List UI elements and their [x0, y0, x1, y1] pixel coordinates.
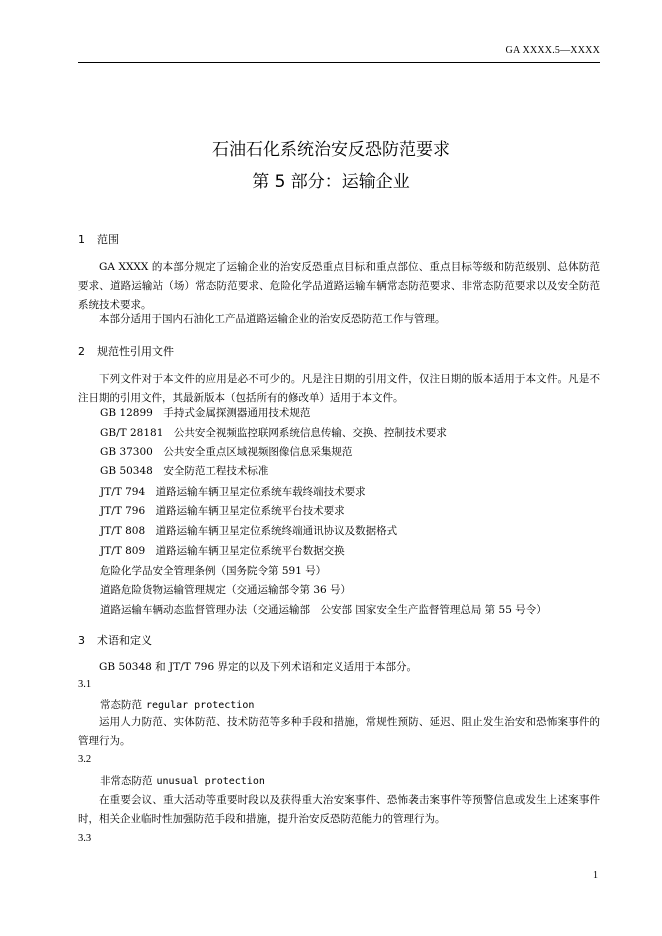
- document-subtitle: 第 5 部分：运输企业: [252, 172, 410, 192]
- reference-item: 危险化学品安全管理条例（国务院令第 591 号）: [100, 565, 327, 577]
- section-title: 术语和定义: [97, 634, 152, 647]
- term-number: 3.3: [78, 833, 92, 844]
- term-definition: 在重要会议、重大活动等重要时段以及获得重大治安案事件、恐怖袭击案事件等预警信息或发生上述案事件时，相关企业临时性加强防范手段和措施，提升治安反恐防范能力的管理行为。: [78, 794, 600, 825]
- section-heading-scope: [78, 231, 119, 247]
- page-number: 1: [593, 870, 598, 881]
- reference-item: GB 12899 手持式金属探测器通用技术规范: [100, 407, 311, 419]
- reference-item: GB/T 28181 公共安全视频监控联网系统信息传输、交换、控制技术要求: [100, 427, 447, 439]
- reference-item: GB 50348 安全防范工程技术标准: [100, 465, 269, 477]
- section-number: 1: [78, 233, 85, 246]
- term-number: 3.1: [78, 679, 92, 690]
- section-title: 规范性引用文件: [97, 345, 174, 358]
- term-number: 3.2: [78, 754, 92, 765]
- section-number: 3: [78, 634, 85, 647]
- section-number: 2: [78, 345, 85, 358]
- terms-intro: GB 50348 和 JT/T 796 界定的以及下列术语和定义适用于本部分。: [99, 661, 417, 673]
- scope-paragraph: GA XXXX 的本部分规定了运输企业的治安反恐重点目标和重点部位、重点目标等级和防范级别、总体防范要求、道路运输站（场）常态防范要求、危险化学品道路运输车辆常态防范要求、非常态防范要求以及安全防范系统技术要求。: [78, 261, 600, 311]
- reference-item: JT/T 809 道路运输车辆卫星定位系统平台数据交换: [100, 545, 345, 557]
- reference-item: 道路运输车辆动态监督管理办法（交通运输部 公安部 国家安全生产监督管理总局 第 55 号令）: [100, 604, 547, 616]
- reference-item: JT/T 796 道路运输车辆卫星定位系统平台技术要求: [100, 505, 345, 517]
- section-title: 范围: [97, 233, 119, 246]
- reference-item: JT/T 808 道路运输车辆卫星定位系统终端通讯协议及数据格式: [100, 525, 398, 537]
- reference-item: GB 37300 公共安全重点区域视频图像信息采集规范: [100, 446, 353, 458]
- document-code: GA XXXX.5—XXXX: [505, 45, 600, 56]
- term-name-zh: 非常态防范: [100, 775, 153, 787]
- reference-item: JT/T 794 道路运输车辆卫星定位系统车载终端技术要求: [100, 486, 366, 498]
- term-name-en: unusual protection: [156, 776, 265, 787]
- term-definition: 运用人力防范、实体防范、技术防范等多种手段和措施，常规性预防、延迟、阻止发生治安和恐怖案事件的管理行为。: [78, 716, 600, 747]
- term-name-en: regular protection: [146, 700, 255, 711]
- reference-item: 道路危险货物运输管理规定（交通运输部令第 36 号）: [100, 584, 352, 596]
- header-rule: [78, 62, 600, 63]
- references-intro: 下列文件对于本文件的应用是必不可少的。凡是注日期的引用文件，仅注日期的版本适用于本文件。凡是不注日期的引用文件，其最新版本（包括所有的修改单）适用于本文件。: [78, 373, 600, 404]
- section-heading-normative-references: [78, 343, 174, 359]
- document-title: 石油石化系统治安反恐防范要求: [212, 140, 450, 160]
- term-name-zh: 常态防范: [100, 699, 142, 711]
- term-name: [100, 697, 254, 712]
- section-heading-terms-definitions: [78, 632, 152, 648]
- term-name: [100, 773, 265, 788]
- scope-applicability-paragraph: 本部分适用于国内石油化工产品道路运输企业的治安反恐防范工作与管理。: [99, 313, 446, 325]
